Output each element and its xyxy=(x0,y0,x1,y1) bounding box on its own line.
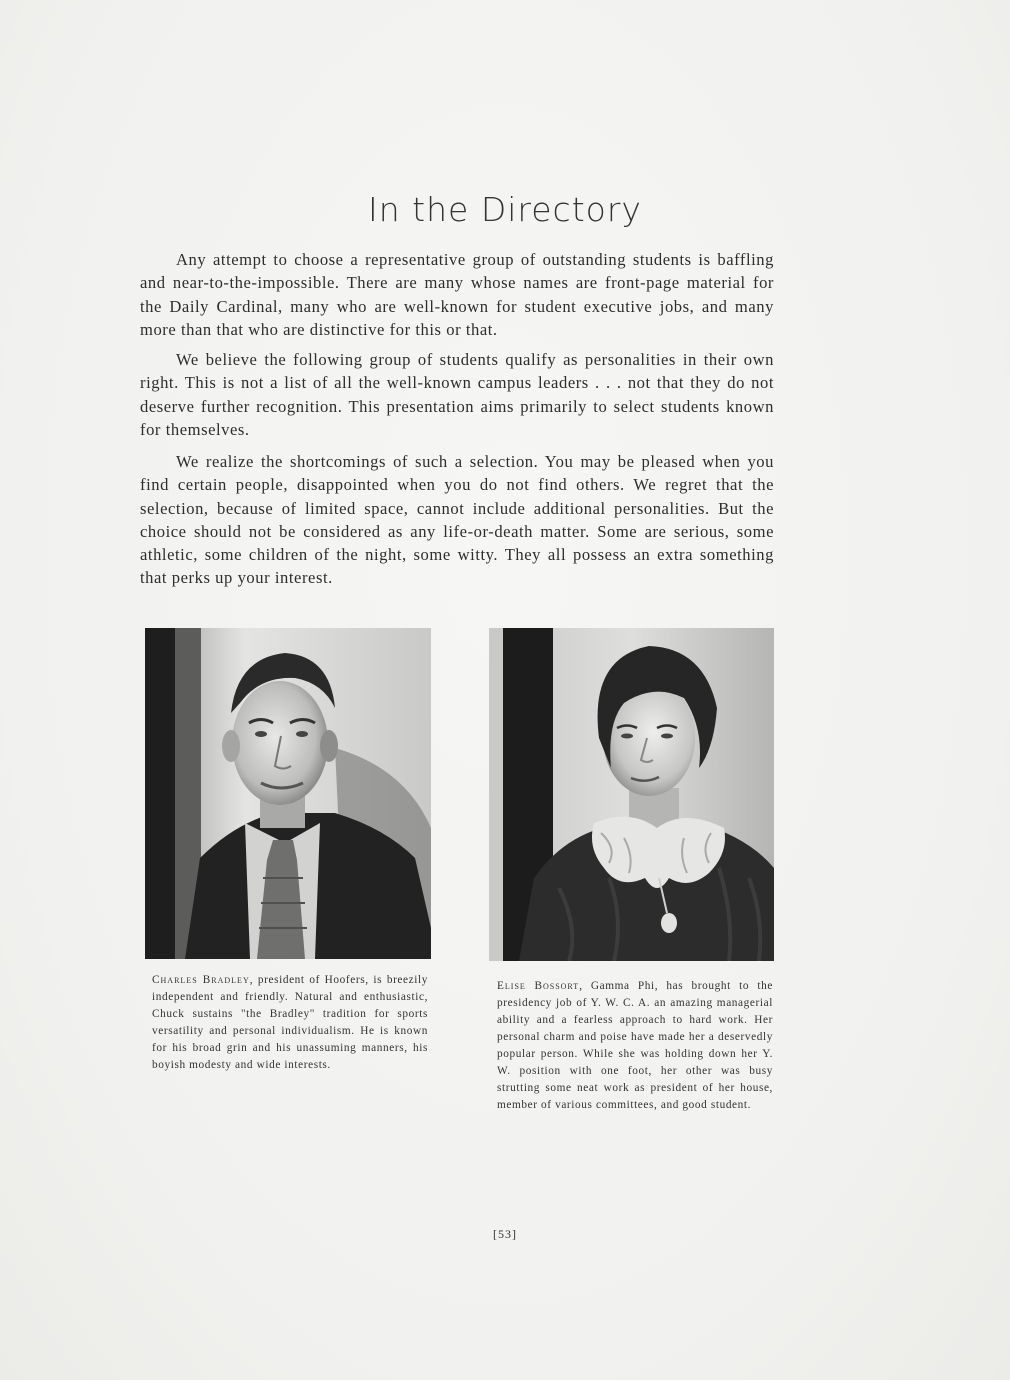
intro-paragraph-3 xyxy=(140,450,774,590)
portrait-photo-charles-bradley xyxy=(145,628,431,959)
intro-paragraph-2 xyxy=(140,348,774,441)
caption-text: , Gamma Phi, has brought to the presidency job of Y. W. C. A. an amazing managerial ability and a fearless approach to hard work. Her personal charm and poise have made her a deservedly popular person. While she was holding down her Y. W. position with one foot, her other was busy strutting some neat work as president of her house, member of various committees, and good student. xyxy=(497,980,773,1111)
portrait-illustration xyxy=(489,628,774,961)
caption-charles-bradley xyxy=(152,972,428,1074)
portrait-illustration xyxy=(145,628,431,959)
paragraph-text: We believe the following group of students qualify as personalities in their own right. This is not a list of all the well-known campus leaders . . . not that they do not deserve further recognition. This presentation aims primarily to select students known for themselves. xyxy=(140,350,774,439)
paragraph-text: Any attempt to choose a representative group of outstanding students is baffling and near-to-the-impossible. There are many whose names are front-page material for the Daily Cardinal, many who are well-known for student executive jobs, and many more than that who are distinctive for this or that. xyxy=(140,250,774,339)
page-title: In the Directory xyxy=(368,190,642,229)
page-number: [53] xyxy=(493,1227,517,1241)
caption-name: Elise Bossort xyxy=(497,980,580,992)
intro-paragraph-1 xyxy=(140,248,774,341)
paragraph-text: We realize the shortcomings of such a selection. You may be pleased when you find certain people, disappointed when you do not find others. We regret that the selection, because of limited space, cannot include additional personalities. But the choice should not be considered as any life-or-death matter. Some are serious, some athletic, some children of the night, some witty. They all possess an extra something that perks up your interest. xyxy=(140,452,774,588)
portrait-photo-elise-bossort xyxy=(489,628,774,961)
caption-name: Charles Bradley xyxy=(152,974,250,986)
caption-text: , president of Hoofers, is breezily independent and friendly. Natural and enthusiastic, Chuck sustains "the Bradley" tradition for sports versatility and personal individualism. He is known for his broad grin and his unassuming manners, his boyish modesty and wide interests. xyxy=(152,974,428,1071)
caption-elise-bossort xyxy=(497,978,773,1114)
